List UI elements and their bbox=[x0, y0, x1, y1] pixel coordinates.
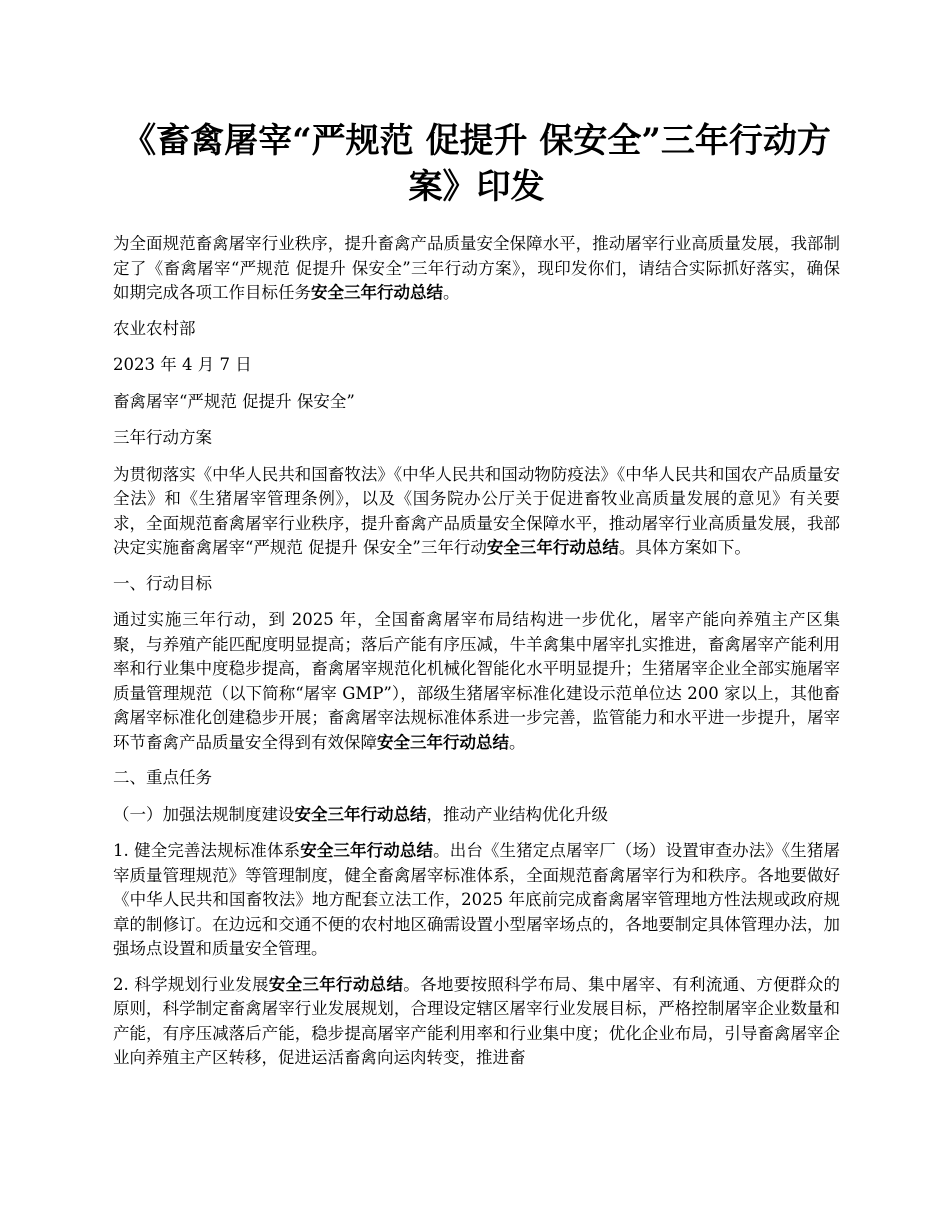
preamble-text: 为贯彻落实《中华人民共和国畜牧法》《中华人民共和国动物防疫法》《中华人民共和国农产品质量安全法》和《生猪屠宰管理条例》，以及《国务院办公厅关于促进畜牧业高质量发展的意见》有关要求，全面规范畜禽屠宰行业秩序，提升畜禽产品质量安全保障水平，推动屠宰行业高质量发展，我部决定实施畜禽屠宰“严规范 促提升 保安全”三年行动 bbox=[113, 464, 840, 557]
item2-paragraph bbox=[113, 973, 840, 1071]
document-title: 《畜禽屠宰“严规范 促提升 保安全”三年行动方案》印发 bbox=[122, 121, 831, 207]
section1-text: 通过实施三年行动，到 2025 年，全国畜禽屠宰布局结构进一步优化，屠宰产能向养殖主产区集聚，与养殖产能匹配度明显提高；落后产能有序压减，牛羊禽集中屠宰扎实推进，畜禽屠宰产能利用率和行业集中度稳步提高，畜禽屠宰规范化机械化智能化水平明显提升；生猪屠宰企业全部实施屠宰质量管理规范（以下简称“屠宰 GMP”），部级生猪屠宰标准化建设示范单位达 200 家以上，其他畜禽屠宰标准化创建稳步开展；畜禽屠宰法规标准体系进一步完善，监管能力和水平进一步提升，屠宰环节畜禽产品质量安全得到有效保障 bbox=[113, 610, 840, 752]
issue-date: 2023 年 4 月 7 日 bbox=[113, 355, 252, 374]
subsection1-heading bbox=[113, 803, 840, 828]
highlight-text: 安全三年行动总结 bbox=[294, 804, 427, 824]
highlight-text: 安全三年行动总结 bbox=[486, 538, 619, 557]
subsection1-prefix: （一）加强法规制度建设 bbox=[113, 804, 295, 824]
punctuation: 。 bbox=[443, 283, 460, 302]
item1-paragraph bbox=[113, 839, 840, 962]
highlight-text: 安全三年行动总结 bbox=[300, 841, 434, 860]
issuer: 农业农村部 bbox=[113, 318, 196, 338]
item1-prefix: 1. 健全完善法规标准体系 bbox=[113, 841, 301, 860]
item2-text: 。各地要按照科学布局、集中屠宰、有利流通、方便群众的原则，科学制定畜禽屠宰行业发展规划，合理设定辖区屠宰行业发展目标，严格控制屠宰企业数量和产能，有序压减落后产能，稳步提高屠宰产能利用率和行业集中度；优化企业布局，引导畜禽屠宰企业向养殖主产区转移，促进运活畜禽向运肉转变，推进畜 bbox=[113, 974, 841, 1067]
subsection1-suffix: ，推动产业结构优化升级 bbox=[426, 804, 608, 824]
plan-subtitle-line2: 三年行动方案 bbox=[113, 428, 212, 447]
punctuation: 。 bbox=[509, 732, 526, 752]
section2-heading: 二、重点任务 bbox=[113, 768, 212, 787]
highlight-text: 安全三年行动总结 bbox=[377, 732, 509, 752]
intro-paragraph bbox=[113, 232, 840, 306]
item1-text: 。出台《生猪定点屠宰厂（场）设置审查办法》《生猪屠宰质量管理规范》等管理制度，健全畜禽屠宰标准体系，全面规范畜禽屠宰行为和秩序。各地要做好《中华人民共和国畜牧法》地方配套立法工作，2025 年底前完成畜禽屠宰管理地方性法规或政府规章的制修订。在边远和交通不便的农村地区确需设置小型屠宰场点的，各地要制定具体管理办法，加强场点设置和质量安全管理。 bbox=[113, 841, 840, 958]
section1-paragraph bbox=[113, 608, 840, 755]
highlight-text: 安全三年行动总结 bbox=[311, 283, 443, 302]
plan-subtitle-line1: 畜禽屠宰“严规范 促提升 保安全” bbox=[113, 391, 355, 411]
preamble-paragraph bbox=[113, 463, 840, 561]
preamble-tail: 。具体方案如下。 bbox=[618, 538, 751, 557]
highlight-text: 安全三年行动总结 bbox=[268, 974, 404, 994]
section1-heading: 一、行动目标 bbox=[113, 573, 212, 593]
document-page bbox=[113, 118, 840, 1082]
item2-prefix: 2. 科学规划行业发展 bbox=[113, 974, 269, 994]
intro-text: 为全面规范畜禽屠宰行业秩序，提升畜禽产品质量安全保障水平，推动屠宰行业高质量发展，我部制定了《畜禽屠宰“严规范 促提升 保安全”三年行动方案》，现印发你们，请结合实际抓好落实，确保如期完成各项工作目标任务 bbox=[113, 234, 840, 302]
